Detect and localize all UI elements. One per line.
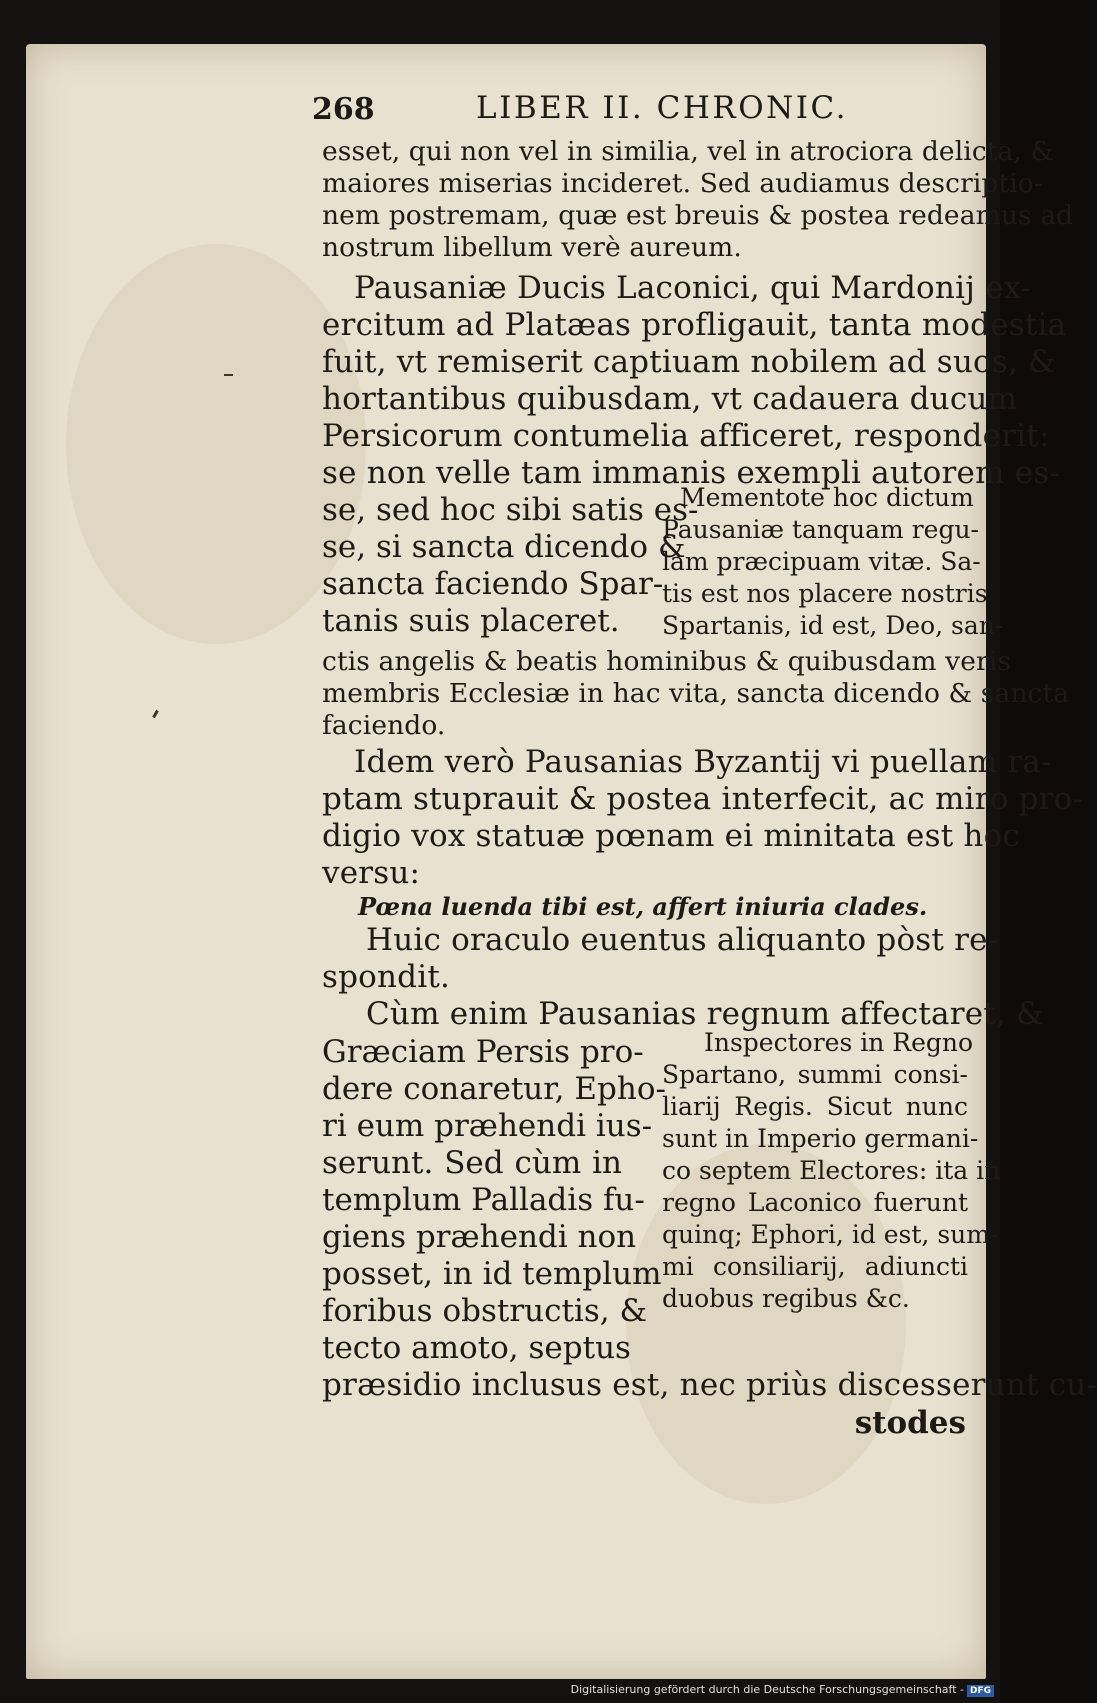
text-line: versu: — [322, 855, 421, 891]
marginal-note-line: lam præcipuam vitæ. Sa- — [662, 547, 981, 576]
text-line: foribus obstructis, & — [322, 1293, 648, 1329]
text-line: hortantibus quibusdam, vt cadauera ducum — [322, 381, 1018, 417]
text-line: se non velle tam immanis exempli autorem es- — [322, 455, 1061, 491]
text-line: ri eum præhendi ius- — [322, 1108, 653, 1144]
marginal-note-line: mi consiliarij, adiuncti — [662, 1252, 968, 1281]
text-line: esset, qui non vel in similia, vel in atrociora delicta, & — [322, 136, 1055, 167]
text-line: templum Palladis fu- — [322, 1182, 645, 1218]
page-number: 268 — [312, 92, 375, 127]
text-line: Idem verò Pausanias Byzantij vi puellam ra- — [354, 744, 1052, 780]
text-line: Pausaniæ Ducis Laconici, qui Mardonij ex- — [354, 270, 1032, 306]
text-line: maiores miserias incideret. Sed audiamus descriptio- — [322, 168, 1043, 199]
text-line: nostrum libellum verè aureum. — [322, 232, 742, 263]
text-line: Cùm enim Pausanias regnum affectaret, & — [366, 996, 1044, 1032]
text-line: nem postremam, quæ est breuis & postea redeamus ad — [322, 200, 1074, 231]
text-line: ctis angelis & beatis hominibus & quibusdam veris — [322, 646, 1012, 677]
digitization-credit — [571, 1683, 994, 1697]
text-line: sancta faciendo Spar- — [322, 566, 664, 602]
marginal-note-line: liarij Regis. Sicut nunc — [662, 1092, 968, 1121]
text-line: Huic oraculo euentus aliquanto pòst re- — [366, 922, 999, 958]
text-line: ercitum ad Platæas profligauit, tanta modestia — [322, 307, 1067, 343]
marginal-note-line: regno Laconico fuerunt — [662, 1188, 968, 1217]
text-line: membris Ecclesiæ in hac vita, sancta dicendo & sancta — [322, 678, 1070, 709]
text-line: spondit. — [322, 959, 451, 995]
verse-quotation: Pœna luenda tibi est, affert iniuria clades. — [358, 892, 928, 921]
paper-stain — [66, 244, 366, 644]
marginal-note-line: Pausaniæ tanquam regu- — [662, 515, 979, 544]
marginal-note-line: Inspectores in Regno — [704, 1028, 974, 1057]
marginal-note-line: duobus regibus &c. — [662, 1284, 910, 1313]
marginal-note-line: tis est nos placere nostris — [662, 579, 988, 608]
marginal-note-line: quinq; Ephori, id est, sum- — [662, 1220, 999, 1249]
catchword: stodes — [854, 1405, 966, 1441]
margin-mark — [224, 374, 233, 376]
text-line: tecto amoto, septus — [322, 1330, 631, 1366]
text-line: fuit, vt remiserit captiuam nobilem ad suos, & — [322, 344, 1056, 380]
running-title: LIBER II. CHRONIC. — [476, 90, 848, 126]
text-line: posset, in id templum — [322, 1256, 662, 1292]
text-line: tanis suis placeret. — [322, 603, 620, 639]
text-line: ptam stuprauit & postea interfecit, ac miro pro- — [322, 781, 1084, 817]
text-line: giens præhendi non — [322, 1219, 637, 1255]
text-line: serunt. Sed cùm in — [322, 1145, 622, 1181]
text-line: dere conaretur, Epho- — [322, 1071, 666, 1107]
text-line: digio vox statuæ pœnam ei minitata est hoc — [322, 818, 1020, 854]
marginal-note-line: Spartano, summi consi- — [662, 1060, 968, 1089]
marginal-note-line: Spartanis, id est, Deo, san- — [662, 611, 1004, 640]
marginal-note-line: co septem Electores: ita in — [662, 1156, 1001, 1185]
marginal-note-line: Mementote hoc dictum — [680, 483, 974, 512]
text-line: præsidio inclusus est, nec priùs discesserunt cu- — [322, 1367, 1097, 1403]
marginal-note-line: sunt in Imperio germani- — [662, 1124, 979, 1153]
text-line: Græciam Persis pro- — [322, 1034, 644, 1070]
dfg-logo: DFG — [967, 1685, 994, 1697]
text-line: se, sed hoc sibi satis es- — [322, 492, 699, 528]
text-line: Persicorum contumelia afficeret, responderit: — [322, 418, 1050, 454]
text-line: faciendo. — [322, 710, 446, 741]
credit-text: Digitalisierung gefördert durch die Deutsche Forschungsgemeinschaft - — [570, 1683, 964, 1696]
text-line: se, si sancta dicendo & — [322, 529, 686, 565]
